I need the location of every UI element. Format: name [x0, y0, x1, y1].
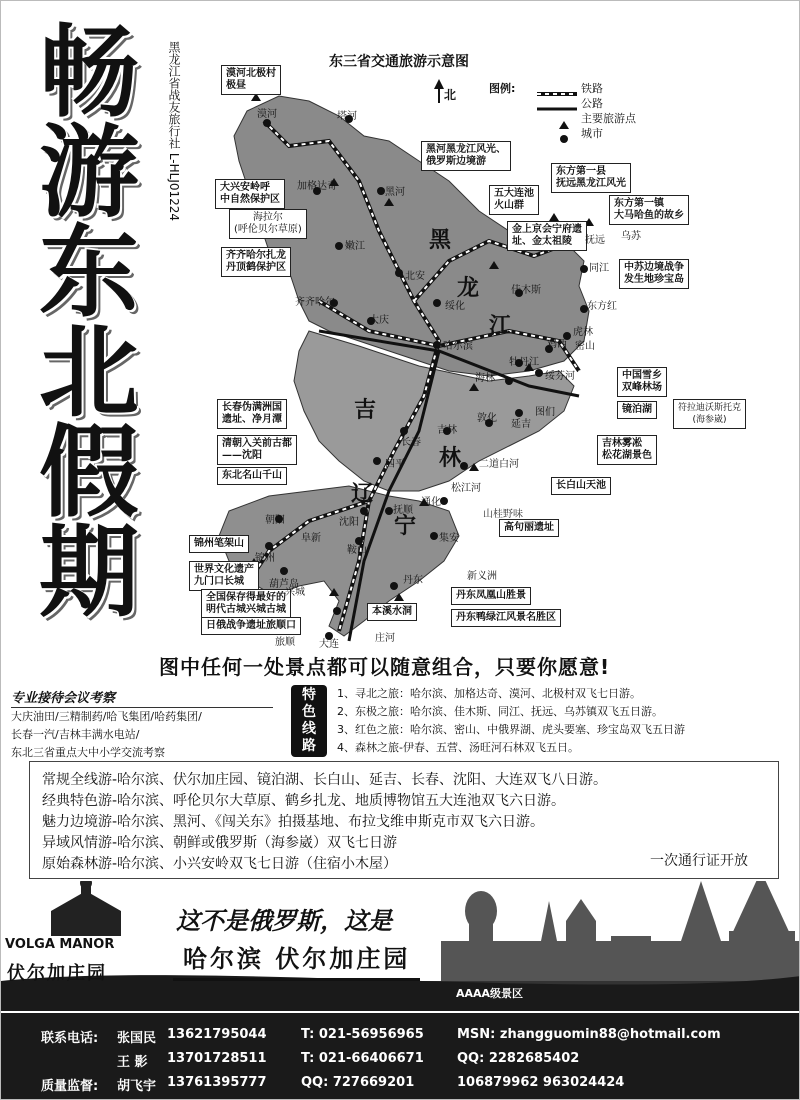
province-char: 江 [489, 314, 512, 339]
callout-hulunbuir: 海拉尔 (呼伦贝尔草原) [229, 209, 307, 239]
tour-item: 经典特色游-哈尔滨、呼伦贝尔大草原、鹤乡扎龙、地质博物馆五大连池双飞六日游。 [42, 793, 566, 809]
city-label: 塔河 [337, 111, 357, 122]
agency-license: 黑龙江省战友旅行社 L-HLJ01224 [167, 41, 181, 222]
supervise-label: 质量监督: [41, 1079, 99, 1094]
city-label: 庄河 [375, 633, 395, 644]
city-label: 通化 [421, 497, 441, 508]
city-label: 北安 [405, 271, 425, 282]
badge-char: 特 [302, 687, 316, 703]
city-label: 抚顺 [393, 505, 413, 516]
city-label: 沈阳 [339, 517, 359, 528]
city-label: 锦州 [255, 553, 275, 564]
callout-changchun: 长春伪满洲国 遗址、净月潭 [217, 399, 287, 429]
special-item: 4、森林之旅-伊春、五营、汤旺河石林双飞五日。 [337, 741, 579, 754]
callout-jinshangjing: 金上京会宁府遗 址、金太祖陵 [507, 221, 587, 251]
city-label: 四平 [385, 459, 405, 470]
contact-tel: T: 021-56956965 [301, 1027, 424, 1042]
city-label: 海林 [475, 373, 495, 384]
badge-char: 线 [302, 721, 316, 737]
special-list [337, 685, 797, 757]
callout-qianshan: 东北名山千山 [217, 467, 287, 485]
tour-item: 魅力边境游-哈尔滨、黑河、《闯关东》拍摄基地、布拉戈维申斯克市双飞六日游。 [42, 814, 545, 830]
contact-row [1, 1075, 800, 1097]
callout-goguryeo: 高句丽遗址 [499, 519, 559, 537]
title-char: 期 [39, 514, 139, 631]
city-label: 大连 [319, 639, 339, 650]
business-section [11, 687, 293, 762]
special-item: 1、寻北之旅：哈尔滨、加格达奇、漠河、北极村双飞七日游。 [337, 687, 641, 700]
city-label: 图们 [535, 407, 555, 418]
city-label: 长春 [401, 437, 421, 448]
callout-bijiashan: 锦州笔架山 [189, 535, 249, 553]
tour-map [189, 41, 787, 653]
title-char: 北 [39, 314, 139, 431]
callout-vladivostok: 符拉迪沃斯托克 (海参崴) [673, 399, 746, 429]
main-title [19, 14, 159, 633]
city-label: 加格达奇 [297, 181, 337, 192]
city-label: 集安 [439, 533, 459, 544]
city-label: 旅顺 [275, 637, 295, 648]
contact-row [1, 1051, 800, 1073]
tour-item: 常规全线游-哈尔滨、伏尔加庄园、镜泊湖、长白山、延吉、长春、沈阳、大连双飞八日游。 [42, 772, 608, 788]
title-char: 假 [39, 414, 139, 531]
city-label: 嫩江 [345, 241, 365, 252]
tour-list [29, 761, 779, 879]
province-char: 辽 [351, 482, 374, 507]
contact-name: 张国民 [117, 1031, 157, 1046]
city-label: 兴城 [285, 587, 305, 598]
city-label: 敦化 [477, 413, 497, 424]
city-label: 密山 [575, 341, 595, 352]
city-label: 黑河 [385, 187, 405, 198]
pass-note: 一次通行证开放 [650, 853, 748, 869]
legend-attraction: 主要旅游点 [581, 112, 636, 125]
city-label: 阜新 [301, 533, 321, 544]
city-label: 虎林 [573, 327, 593, 338]
harbin-volga: 哈尔滨 伏尔加庄园 [173, 935, 420, 981]
business-line: 大庆油田/三精制药/哈飞集团/哈药集团/ [11, 710, 202, 723]
special-item: 3、红色之旅：哈尔滨、密山、中俄界湖、虎头要塞、珍宝岛双飞五日游 [337, 723, 685, 736]
callout-heihe: 黑河黑龙江风光、 俄罗斯边境游 [421, 141, 511, 171]
callout-snow-town: 中国雪乡 双峰林场 [617, 367, 667, 397]
badge-char: 路 [302, 738, 316, 754]
callout-fuyuan: 东方第一县 抚远黑龙江风光 [551, 163, 631, 193]
slogan: 图中任何一处景点都可以随意组合，只要你愿意! [159, 655, 611, 679]
city-label: 吉林 [437, 425, 457, 436]
callout-wusu: 东方第一镇 大马哈鱼的故乡 [609, 195, 689, 225]
province-char: 龙 [457, 276, 480, 301]
legend-railway: 铁路 [581, 82, 603, 95]
contact-name: 王 影 [117, 1055, 148, 1070]
business-line: 长春一汽/吉林丰满水电站/ [11, 728, 140, 741]
city-label: 新义洲 [467, 571, 497, 582]
city-label: 齐齐哈尔 [295, 297, 335, 308]
badge-char: 色 [302, 704, 316, 720]
city-label: 东方红 [587, 301, 617, 312]
contact-extra: MSN: zhangguomin88@hotmail.com [457, 1027, 721, 1042]
title-char: 畅 [39, 14, 139, 131]
city-label: 大庆 [369, 315, 389, 326]
city-label: 牡丹江 [509, 357, 539, 368]
city-label: 绥芬河 [545, 371, 575, 382]
contact-bar [1, 1013, 800, 1100]
city-label: 朝阳 [265, 515, 285, 526]
city-label: 延吉 [511, 419, 531, 430]
contact-name: 胡飞宇 [117, 1079, 157, 1094]
city-label: 同江 [589, 263, 609, 274]
legend-city: 城市 [581, 127, 603, 140]
map-graphic [189, 41, 787, 653]
callout-fenghuangshan: 丹东凤凰山胜景 [451, 587, 531, 605]
callout-daxinganling: 大兴安岭呼 中自然保护区 [215, 179, 285, 209]
city-label: 乌苏 [621, 231, 641, 242]
tour-item: 原始森林游-哈尔滨、小兴安岭双飞七日游（住宿小木屋） [42, 856, 398, 872]
city-label: 葫芦岛 [269, 579, 299, 590]
business-line: 东北三省重点大中小学交流考察 [11, 746, 165, 759]
city-label: 鞍山 [347, 545, 367, 556]
legend-title: 图例: [489, 82, 516, 95]
callout-jilin-rime: 吉林雾凇 松花湖景色 [597, 435, 657, 465]
special-routes [289, 685, 799, 757]
city-label: 哈尔滨 [443, 341, 473, 352]
city-label: 绥化 [445, 301, 465, 312]
callout-jingpo: 镜泊湖 [617, 401, 657, 419]
contact-extra: QQ: 2282685402 [457, 1051, 580, 1066]
logo-en: VOLGA MANOR [5, 937, 115, 952]
city-label: 抚远 [585, 235, 605, 246]
special-badge [291, 685, 327, 757]
title-char: 东 [39, 214, 139, 331]
city-label: 二道白河 [479, 459, 519, 470]
province-char: 黑 [429, 228, 452, 253]
logo-cn: 伏尔加庄园 [7, 963, 107, 984]
callout-zhalong: 齐齐哈尔扎龙 丹顶鹤保护区 [221, 247, 291, 277]
callout-benxi-cave: 本溪水洞 [367, 603, 417, 621]
map-title: 东三省交通旅游示意图 [329, 54, 469, 70]
province-char: 吉 [354, 398, 377, 423]
phone-label: 联系电话: [41, 1031, 99, 1046]
title-char: 游 [39, 114, 139, 231]
special-item: 2、东极之旅：哈尔滨、佳木斯、同江、抚远、乌苏镇双飞五日游。 [337, 705, 663, 718]
business-title: 专业接待会议考察 [11, 687, 273, 708]
aaaa-rating: AAAA级景区 [456, 987, 524, 1000]
church-logo-icon [51, 881, 121, 936]
city-label: 松江河 [451, 483, 481, 494]
city-label: 鸡西 [547, 339, 567, 350]
tagline: 这不是俄罗斯，这是 [176, 907, 392, 935]
callout-lushunkou: 日俄战争遗址旅顺口 [201, 617, 301, 635]
callout-xingcheng: 全国保存得最好的 明代古城兴城古城 [201, 589, 291, 619]
contact-extra: 106879962 963024424 [457, 1075, 625, 1090]
callout-wudalianchi: 五大连池 火山群 [489, 185, 539, 215]
city-label: 佳木斯 [511, 285, 541, 296]
contact-row [1, 1027, 800, 1049]
callout-jiumenkou: 世界文化遗产 九门口长城 [189, 561, 259, 591]
contact-mobile: 13701728511 [167, 1051, 267, 1066]
map-legend [489, 81, 659, 141]
contact-mobile: 13621795044 [167, 1027, 267, 1042]
callout-yalujiang: 丹东鸭绿江风景名胜区 [451, 609, 561, 627]
province-char: 林 [439, 446, 462, 471]
sea-label: 山桂野味 [483, 509, 523, 520]
contact-tel: QQ: 727669201 [301, 1075, 415, 1090]
city-label: 漠河 [257, 109, 277, 120]
tour-item: 异域风情游-哈尔滨、朝鲜或俄罗斯（海参崴）双飞七日游 [42, 835, 398, 851]
callout-mohe: 漠河北极村 极昼 [221, 65, 281, 95]
city-label: 丹东 [403, 575, 423, 586]
province-char: 宁 [394, 514, 417, 539]
callout-changbaishan: 长白山天池 [551, 477, 611, 495]
north-label: 北 [444, 88, 457, 102]
legend-highway: 公路 [581, 97, 603, 110]
north-arrow-icon [434, 79, 444, 103]
callout-zhenbao: 中苏边境战争 发生地珍宝岛 [619, 259, 689, 289]
volga-banner [1, 881, 800, 1011]
callout-shenyang: 清朝入关前古都 ——沈阳 [217, 435, 297, 465]
contact-mobile: 13761395777 [167, 1075, 267, 1090]
contact-tel: T: 021-66406671 [301, 1051, 424, 1066]
